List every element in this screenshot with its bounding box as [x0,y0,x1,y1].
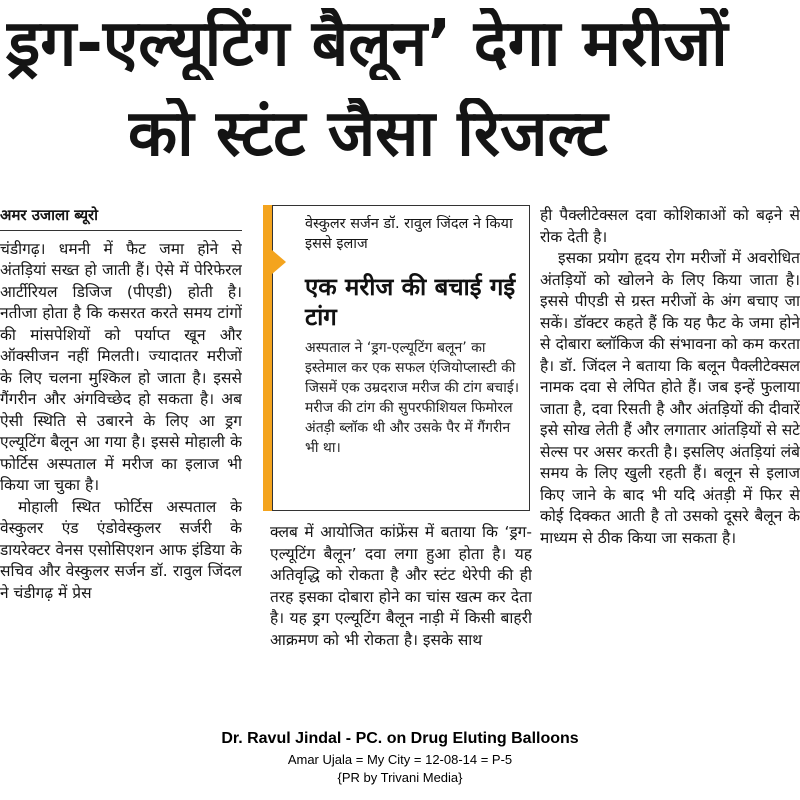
sidebar-body: अस्पताल ने ‘ड्रग-एल्यूटिंग बलून’ का इस्तेमाल कर एक सफल एंजियोप्लास्टी की जिसमें एक उम्रदराज मरीज की टांग बचाई। मरीज की टांग की सुपरफीशियल फिमोरल अंतड़ी ब्लॉक थी और उसके पैर में गैंगरीन भी था। [305,340,520,456]
article-column-3 [540,205,800,695]
headline-line-2: को स्टंट जैसा रिजल्ट [128,98,608,170]
article-column-2 [270,522,532,697]
sidebar-title: एक मरीज की बचाई गई टांग [305,273,516,331]
paragraph: क्लब में आयोजित कांफ्रेंस में बताया कि ‘ड्रग-एल्यूटिंग बैलून’ दवा लगा हुआ होता है। यह अतिवृद्धि को रोकता है और स्टंट थेरेपी की ही तरह इसका दोबारा होने का चांस खत्म कर देता है। यह ड्रग एल्यूटिंग बैलून नाड़ी में किसी बाहरी आक्रमण को भी रोकता है। इसके साथ [270,523,532,649]
paragraph: मोहाली स्थित फोर्टिस अस्पताल के वेस्कुलर एंड एंडोवेस्कुलर सर्जरी के डायरेक्टर वेनस एसोसिएशन आफ इंडिया के सचिव और वेस्कुलर सर्जन डॉ. रावुल जिंदल ने चंडीगढ़ में प्रेस [0,497,242,602]
caption-source: Amar Ujala = My City = 12-08-14 = P-5 [287,752,513,767]
caption-title: Dr. Ravul Jindal - PC. on Drug Eluting Balloons [221,730,579,747]
sidebar-kicker: वेस्कुलर सर्जन डॉ. रावुल जिंदल ने किया इससे इलाज [305,216,513,252]
article-column-1 [0,205,242,695]
headline-line-1: ड्रग-एल्यूटिंग बैलून’ देगा मरीजों [6,8,728,80]
caption-pr: {PR by Trivani Media} [337,770,463,785]
paragraph: चंडीगढ़। धमनी में फैट जमा होने से अंतड़ियां सख्त हो जाती हैं। ऐसे में पेरिफेरल आर्टीरियल डिजिज (पीएडी) होती है। नतीजा होता है कि कसरत करते समय टांगों की मांसपेशियों को पर्याप्त खून और ऑक्सीजन नहीं मिलती। ज्यादातर मरीजों के लिए चलना मुश्किल हो जाता है। इससे गैंगरीन और अंगविच्छेद हो सकता है। अब ऐसी स्थिति से उबारने के लिए आ ड्रग एल्यूटिंग बैलून आ गया है। इससे मोहाली के फोर्टिस अस्पताल में मरीज का इलाज भी किया जा चुका है। [0,239,242,494]
byline: अमर उजाला ब्यूरो [0,205,242,231]
arrow-pointer-icon [272,250,286,274]
sidebar-accent-bar [263,205,272,511]
paragraph: इसका प्रयोग हृदय रोग मरीजों में अवरोधित अंतड़ियों को खोलने के लिए किया जाता है। इससे पीएडी से ग्रस्त मरीजों के अंग बचाए जा सकें। डॉक्टर कहते हैं कि यह फैट के जमा होने से दोबारा ब्लॉकिज की संभावना को कम करता है। डॉ. जिंदल ने बताया कि बलून पैक्लीटेक्सल नामक दवा से लेपित होते हैं। जब इन्हें फुलाया जाता है, दवा रिसती है और अंतड़ियों की दीवारें इसे सोख लेती हैं और लगातार आंतड़ियों से सटे सेल्स पर असर करती है। इसलिए अंतड़ियां लंबे समय के लिए खुली रहती हैं। बलून से इलाज किए जाने के बाद भी यदि अंतड़ी में फिर से कोई दिक्कत आती है तो उसको दूसरे बैलून के माध्यम से ठीक किया जा सकता है। [540,249,800,547]
paragraph: ही पैक्लीटेक्सल दवा कोशिकाओं को बढ़ने से रोक देती है। [540,206,800,246]
sidebar-box [272,205,530,511]
